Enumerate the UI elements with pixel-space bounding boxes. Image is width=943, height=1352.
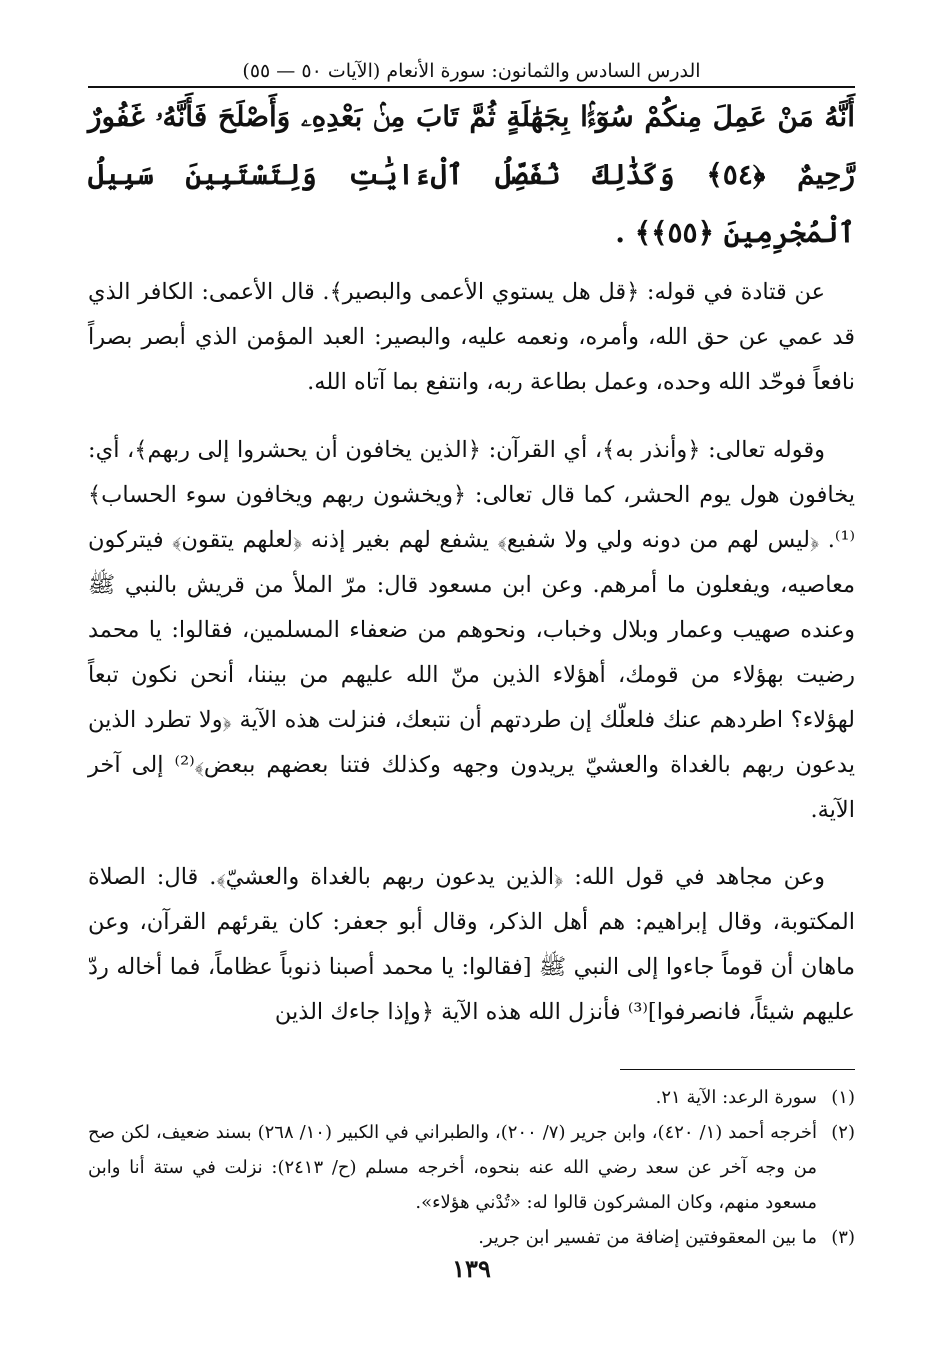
page-number: ١٣٩ <box>452 1254 491 1283</box>
footnote-text: ما بين المعقوفتين إضافة من تفسير ابن جرير. <box>478 1227 817 1248</box>
page-body <box>88 58 855 1255</box>
footnote-text: سورة الرعد: الآية ٢١. <box>655 1087 817 1108</box>
footnote-number: (١) <box>831 1087 855 1108</box>
footnote-3 <box>88 1220 855 1255</box>
footnote-divider <box>620 1069 855 1070</box>
quran-verse-block: أَنَّهُ مَنْ عَمِلَ مِنكُمْ سُوٓءًۢا بِجَهَٰلَةٍ ثُمَّ تَابَ مِنۢ بَعْدِهِۦ وَأَصْلَحَ فَأَنَّهُۥ غَفُورٌ رَّحِيمٌ ﴿٥٤﴾ وَكَذَٰلِكَ نُفَصِّلُ ٱلْءَايَٰتِ وَلِتَسْتَبِينَ سَبِيلُ ٱلْمُجْرِمِينَ ﴿٥٥﴾﴾ . <box>88 100 855 249</box>
running-header: الدرس السادس والثمانون: سورة الأنعام (الآيات ٥٠ — ٥٥) <box>242 60 701 82</box>
paragraph-warn-with-it: وقوله تعالى: ﴿وأنذر به﴾، أي القرآن: ﴿الذين يخافون أن يحشروا إلى ربهم﴾، أي: يخافون هول يوم الحشر، كما قال تعالى: ﴿ويخشون ربهم ويخافون سوء الحساب﴾⁽¹⁾. ﴿ليس لهم من دونه ولي ولا شفيع﴾ يشفع لهم بغير إذنه ﴿لعلهم يتقون﴾ فيتركون معاصيه، ويفعلون ما أمرهم. وعن ابن مسعود قال: مرّ الملأ من قريش بالنبي ﷺ وعنده صهيب وعمار وبلال وخباب، ونحوهم من ضعفاء المسلمين، فقالوا: يا محمد رضيت بهؤلاء من قومك، أهؤلاء الذين منّ الله عليهم من بيننا، أنحن نكون تبعاً لهؤلاء؟ اطردهم عنك فلعلّك إن طردتهم أن نتبعك، فنزلت هذه الآية ﴿ولا تطرد الذين يدعون ربهم بالغداة والعشيّ يريدون وجهه وكذلك فتنا بعضهم ببعض﴾⁽²⁾ إلى آخر الآية. <box>88 436 856 823</box>
footnote-1 <box>88 1080 855 1115</box>
paragraph-mujahid: وعن مجاهد في قول الله: ﴿الذين يدعون ربهم بالغداة والعشيّ﴾. قال: الصلاة المكتوبة، وقال إبراهيم: هم أهل الذكر، وقال أبو جعفر: كان يقرئهم القرآن، وعن ماهان أن قوماً جاءوا إلى النبي ﷺ [فقالوا: يا محمد أصبنا ذنوباً عظاماً، فما أخاله ردّ عليهم شيئاً، فانصرفوا]⁽³⁾ فأنزل الله هذه الآية ﴿وإذا جاءك الذين <box>88 864 855 1025</box>
footnote-text: أخرجه أحمد (١/ ٤٢٠)، وابن جرير (٧/ ٢٠٠)، والطبراني في الكبير (١٠/ ٢٦٨) بسند ضعيف، لكن صح من وجه آخر عن سعد رضي الله عنه بنحوه، أخرجه مسلم (ح/ ٢٤١٣): نزلت في ستة أنا وابن مسعود منهم، وكان المشركون قالوا له: «تُدْني هؤلاء». <box>88 1122 817 1213</box>
footnote-number: (٣) <box>831 1227 855 1248</box>
paragraph-qatada: عن قتادة في قوله: ﴿قل هل يستوي الأعمى والبصير﴾. قال الأعمى: الكافر الذي قد عمي عن حق الله، وأمره، ونعمه عليه، والبصير: العبد المؤمن الذي أبصر بصراً نافعاً فوحّد الله وحده، وعمل بطاعة ربه، وانتفع بما آتاه الله. <box>88 279 855 395</box>
footnote-number: (٢) <box>831 1122 855 1143</box>
footnotes <box>88 1080 855 1255</box>
footnote-2 <box>88 1115 855 1220</box>
